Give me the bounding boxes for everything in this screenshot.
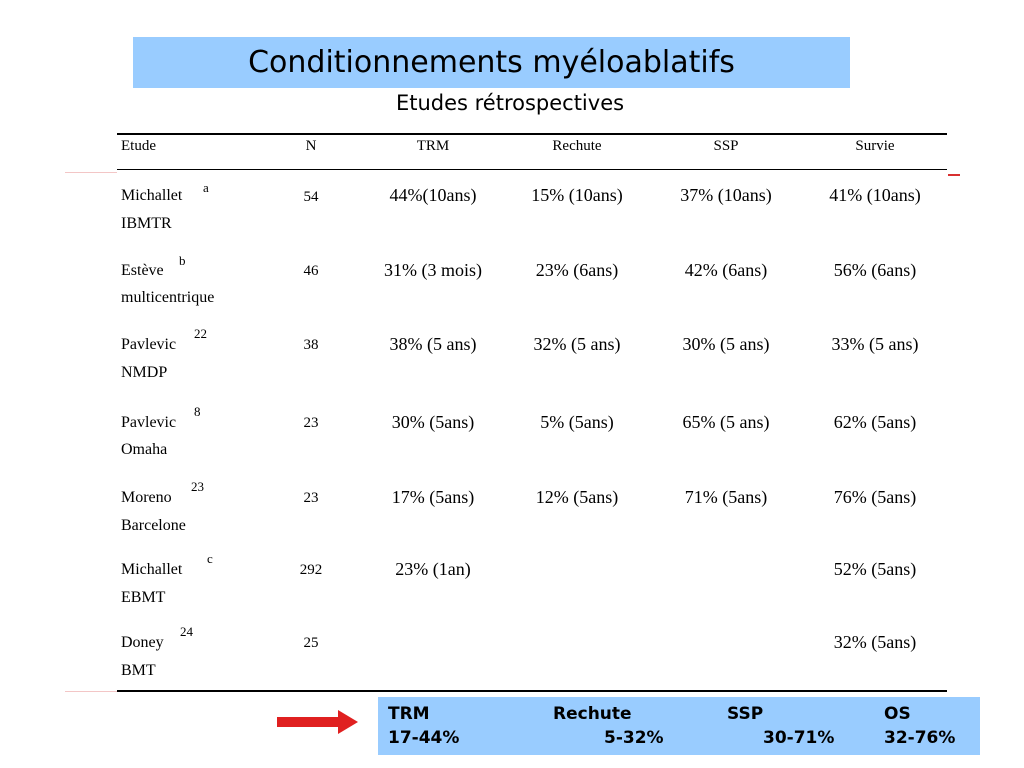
study-ref: 24 — [180, 624, 193, 639]
table-header-rule — [117, 169, 947, 170]
study-registry: multicentrique — [121, 289, 215, 306]
cell-ssp: 65% (5 ans) — [682, 412, 770, 432]
summary-ssp-label: SSP — [727, 704, 764, 724]
study-n: 23 — [303, 415, 319, 431]
cell-survie: 62% (5ans) — [833, 412, 917, 432]
study-ref: c — [207, 551, 213, 566]
study-n: 38 — [303, 337, 319, 353]
cell-trm: 17% (5ans) — [391, 487, 475, 507]
study-registry: Barcelone — [121, 517, 186, 534]
study-name: Moreno — [121, 489, 172, 506]
cell-trm: 44%(10ans) — [389, 185, 477, 205]
study-n: 54 — [303, 189, 319, 205]
study-registry: IBMTR — [121, 215, 172, 232]
cell-rechute: 23% (6ans) — [535, 260, 619, 280]
study-name: Estève — [121, 262, 164, 279]
summary-trm-label: TRM — [388, 704, 430, 724]
study-name: Pavlevic — [121, 414, 177, 431]
study-n: 23 — [303, 490, 319, 506]
cell-rechute: 32% (5 ans) — [533, 334, 621, 354]
cell-rechute: 15% (10ans) — [531, 185, 623, 205]
summary-os-value: 32-76% — [884, 728, 956, 748]
study-name: Doney — [121, 634, 164, 651]
slide-subtitle: Etudes rétrospectives — [395, 91, 625, 115]
summary-rechute-value: 5-32% — [604, 728, 664, 748]
summary-rechute-label: Rechute — [553, 704, 632, 724]
study-name: Michallet — [121, 561, 183, 578]
cell-survie: 76% (5ans) — [833, 487, 917, 507]
cell-trm: 30% (5ans) — [391, 412, 475, 432]
study-ref: b — [179, 253, 186, 268]
faint-divider-bottom — [65, 691, 117, 692]
cell-ssp: 71% (5ans) — [684, 487, 768, 507]
study-n: 25 — [303, 635, 319, 651]
summary-os-label: OS — [884, 704, 911, 724]
header-n: N — [305, 138, 317, 154]
study-registry: EBMT — [121, 589, 166, 606]
cell-trm: 31% (3 mois) — [384, 260, 482, 280]
cell-rechute: 12% (5ans) — [535, 487, 619, 507]
study-ref: 23 — [191, 479, 204, 494]
cell-ssp: 37% (10ans) — [680, 185, 772, 205]
cell-rechute: 5% (5ans) — [540, 412, 614, 432]
slide-title-banner — [133, 37, 850, 88]
faint-divider — [65, 172, 117, 173]
header-trm: TRM — [416, 138, 450, 154]
summary-trm-value: 17-44% — [388, 728, 460, 748]
summary-box — [378, 697, 980, 755]
study-registry: NMDP — [121, 364, 168, 381]
cell-survie: 33% (5 ans) — [831, 334, 919, 354]
summary-ssp-value: 30-71% — [763, 728, 835, 748]
cell-trm: 23% (1an) — [395, 559, 471, 579]
study-ref: 22 — [194, 326, 207, 341]
cell-survie: 56% (6ans) — [833, 260, 917, 280]
study-n: 46 — [303, 263, 319, 279]
cell-survie: 52% (5ans) — [833, 559, 917, 579]
study-name: Pavlevic — [121, 336, 177, 353]
cell-ssp: 42% (6ans) — [684, 260, 768, 280]
cell-ssp: 30% (5 ans) — [682, 334, 770, 354]
header-rechute: Rechute — [552, 138, 602, 154]
study-n: 292 — [299, 562, 323, 578]
cell-trm: 38% (5 ans) — [389, 334, 477, 354]
header-ssp: SSP — [713, 138, 739, 154]
red-tick-mark — [948, 174, 960, 176]
study-name: Michallet — [121, 187, 183, 204]
slide-title: Conditionnements myéloablatifs — [248, 45, 735, 80]
header-etude: Etude — [121, 138, 156, 154]
table-top-rule — [117, 133, 947, 135]
cell-survie: 41% (10ans) — [829, 185, 921, 205]
study-registry: BMT — [121, 662, 156, 679]
arrow-right-icon — [277, 717, 339, 727]
arrow-head-icon — [338, 710, 358, 734]
study-registry: Omaha — [121, 441, 168, 458]
cell-survie: 32% (5ans) — [833, 632, 917, 652]
table-bottom-rule — [117, 690, 947, 692]
header-survie: Survie — [855, 138, 895, 154]
study-ref: 8 — [194, 404, 201, 419]
study-ref: a — [203, 180, 209, 195]
